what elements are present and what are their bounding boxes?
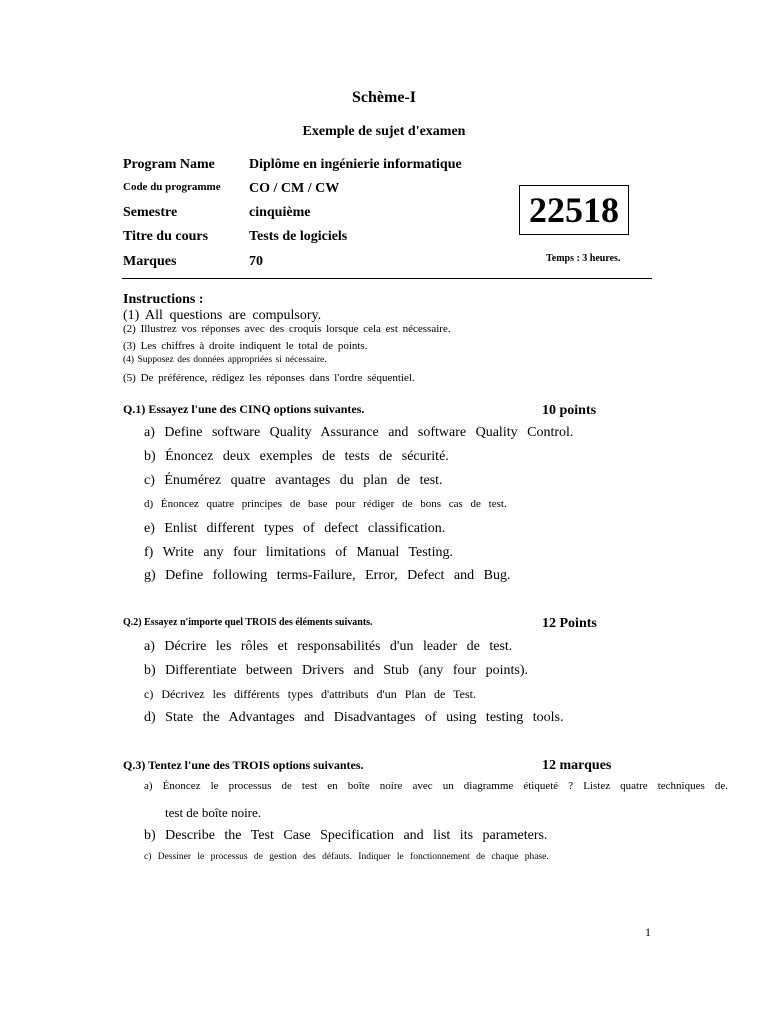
- instruction-item: (3) Les chiffres à droite indiquent le total de points.: [123, 340, 368, 352]
- info-value-course: Tests de logiciels: [249, 229, 348, 244]
- question-option-continuation: test de boîte noire.: [165, 805, 262, 820]
- instruction-item: (1) All questions are compulsory.: [123, 308, 322, 323]
- info-value-program: Diplôme en ingénierie informatique: [249, 157, 462, 172]
- question-option: c) Dessiner le processus de gestion des défauts. Indiquer le fonctionnement de chaque phase.: [144, 852, 549, 862]
- scheme-title: Schème-I: [352, 89, 416, 106]
- instruction-item: (5) De préférence, rédigez les réponses dans l'ordre séquentiel.: [123, 372, 415, 384]
- question-option: d) Énoncez quatre principes de base pour rédiger de bons cas de test.: [144, 498, 507, 510]
- info-label-marks: Marques: [123, 254, 177, 269]
- instruction-item: (2) Illustrez vos réponses avec des croquis lorsque cela est nécessaire.: [123, 323, 451, 335]
- question-option: c) Décrivez les différents types d'attributs d'un Plan de Test.: [144, 687, 476, 701]
- info-value-code: CO / CM / CW: [249, 181, 340, 196]
- question-option: b) Énoncez deux exemples de tests de sécurité.: [144, 449, 449, 464]
- info-label-code: Code du programme: [123, 181, 221, 193]
- question-option: f) Write any four limitations of Manual Testing.: [144, 545, 453, 560]
- exam-subtitle: Exemple de sujet d'examen: [302, 124, 466, 139]
- course-code: 22518: [529, 190, 619, 230]
- header-divider: [122, 278, 652, 279]
- instruction-item: (4) Supposez des données appropriées si nécessaire.: [123, 355, 327, 365]
- exam-time: Temps : 3 heures.: [546, 253, 621, 264]
- question-marks: 10 points: [542, 403, 597, 418]
- question-title: Q.2) Essayez n'importe quel TROIS des éléments suivants.: [123, 617, 373, 628]
- question-option: a) Énoncez le processus de test en boîte noire avec un diagramme étiqueté ? Listez quatre techniques de.: [144, 780, 728, 792]
- question-option: b) Describe the Test Case Specification and list its parameters.: [144, 828, 548, 843]
- page-number: 1: [645, 925, 651, 939]
- question-option: e) Enlist different types of defect classification.: [144, 521, 446, 536]
- info-label-program: Program Name: [123, 157, 215, 172]
- question-title: Q.1) Essayez l'une des CINQ options suivantes.: [123, 402, 365, 416]
- question-option: c) Énumérez quatre avantages du plan de test.: [144, 473, 443, 488]
- course-code-box: [519, 185, 629, 235]
- question-option: a) Define software Quality Assurance and software Quality Control.: [144, 425, 574, 440]
- question-option: a) Décrire les rôles et responsabilités d'un leader de test.: [144, 639, 513, 654]
- question-option: d) State the Advantages and Disadvantages of using testing tools.: [144, 710, 564, 725]
- info-value-semester: cinquième: [249, 205, 311, 220]
- question-option: b) Differentiate between Drivers and Stub (any four points).: [144, 663, 529, 678]
- question-marks: 12 Points: [542, 616, 597, 631]
- question-marks: 12 marques: [542, 758, 612, 773]
- instructions-title: Instructions :: [123, 292, 204, 307]
- question-option: g) Define following terms-Failure, Error, Defect and Bug.: [144, 568, 511, 583]
- question-title: Q.3) Tentez l'une des TROIS options suivantes.: [123, 758, 364, 772]
- info-label-semester: Semestre: [123, 205, 178, 220]
- info-value-marks: 70: [249, 254, 263, 269]
- info-label-course: Titre du cours: [123, 229, 209, 244]
